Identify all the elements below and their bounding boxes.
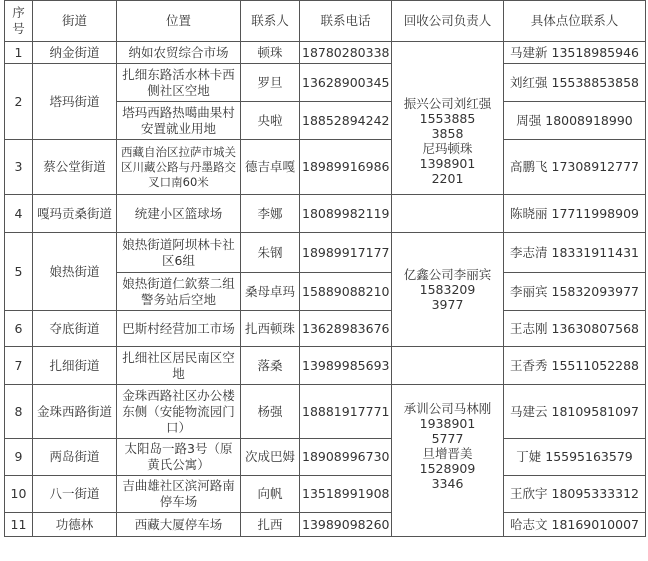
- location-cell: 娘热街道阿坝林卡社区6组: [117, 233, 241, 273]
- company-cell: [392, 233, 504, 347]
- contact-cell: 顿珠: [241, 42, 300, 64]
- contact-cell: 李娜: [241, 195, 300, 233]
- header-point-contact: 具体点位联系人: [504, 1, 646, 42]
- phone-cell: 13518991908: [300, 476, 392, 513]
- table-row: [5, 476, 646, 513]
- row-no: 7: [5, 347, 33, 385]
- point-contact-cell: 哈志文 18169010007: [504, 513, 646, 537]
- street-cell: 娘热街道: [33, 233, 117, 311]
- point-contact-cell: 刘红强 15538853858: [504, 64, 646, 102]
- phone-cell: 18881917771: [300, 385, 392, 439]
- table-row: [5, 513, 646, 537]
- point-contact-cell: 丁婕 15595163579: [504, 439, 646, 476]
- phone-cell: 13989098260: [300, 513, 392, 537]
- phone-cell: 18089982119: [300, 195, 392, 233]
- location-cell: 吉曲雄社区滨河路南停车场: [117, 476, 241, 513]
- street-cell: 纳金街道: [33, 42, 117, 64]
- phone-cell: 13989985693: [300, 347, 392, 385]
- street-cell: 金珠西路街道: [33, 385, 117, 439]
- company-person-phone-b: 2201: [431, 171, 464, 186]
- company-cell: [392, 42, 504, 195]
- row-no: 4: [5, 195, 33, 233]
- header-location: 位置: [117, 1, 241, 42]
- company-phone-b: 3977: [431, 297, 464, 312]
- location-cell: 金珠西路社区办公楼东侧（安能物流园门口）: [117, 385, 241, 439]
- point-contact-cell: 马建云 18109581097: [504, 385, 646, 439]
- table-row: [5, 311, 646, 347]
- contact-cell: 杨强: [241, 385, 300, 439]
- contact-cell: 央啦: [241, 102, 300, 140]
- contact-cell: 扎西顿珠: [241, 311, 300, 347]
- header-phone: 联系电话: [300, 1, 392, 42]
- table-header-row: [5, 1, 646, 42]
- phone-cell: 18908996730: [300, 439, 392, 476]
- row-no: 11: [5, 513, 33, 537]
- contact-cell: 扎西: [241, 513, 300, 537]
- contact-cell: 向帆: [241, 476, 300, 513]
- point-contact-cell: 王欣宇 18095333312: [504, 476, 646, 513]
- location-cell: 西藏自治区拉萨市城关区川藏公路与丹墨路交叉口南60米: [117, 140, 241, 195]
- table-row: [5, 233, 646, 273]
- location-cell: 统建小区篮球场: [117, 195, 241, 233]
- table-row: [5, 42, 646, 64]
- phone-cell: 18852894242: [300, 102, 392, 140]
- point-contact-cell: 周强 18008918990: [504, 102, 646, 140]
- phone-cell: 18989916986: [300, 140, 392, 195]
- company-name: 振兴公司刘红强: [403, 96, 492, 111]
- row-no: 3: [5, 140, 33, 195]
- table-row: [5, 64, 646, 102]
- table-row: [5, 140, 646, 195]
- row-no: 8: [5, 385, 33, 439]
- empty-company-cell: [392, 195, 504, 233]
- company-phone-b: 3858: [431, 126, 464, 141]
- location-cell: 娘热街道仁欽蔡二组警务站后空地: [117, 273, 241, 311]
- header-contact: 联系人: [241, 1, 300, 42]
- row-no: 6: [5, 311, 33, 347]
- point-contact-cell: 高鹏飞 17308912777: [504, 140, 646, 195]
- phone-cell: 13628983676: [300, 311, 392, 347]
- company-person: 旦增晋美: [422, 446, 473, 461]
- point-contact-cell: 王香秀 15511052288: [504, 347, 646, 385]
- location-cell: 扎细社区居民南区空地: [117, 347, 241, 385]
- phone-cell: 15889088210: [300, 273, 392, 311]
- empty-company-cell: [392, 347, 504, 385]
- point-contact-cell: 马建新 13518985946: [504, 42, 646, 64]
- contact-cell: 桑母卓玛: [241, 273, 300, 311]
- row-no: 2: [5, 64, 33, 140]
- header-no: 序号: [5, 1, 33, 42]
- phone-cell: 18989917177: [300, 233, 392, 273]
- phone-cell: 13628900345: [300, 64, 392, 102]
- table-row: [5, 347, 646, 385]
- location-cell: 巴斯村经营加工市场: [117, 311, 241, 347]
- company-name: 承训公司马林刚: [403, 401, 492, 416]
- table-row: [5, 385, 646, 439]
- company-phone-a: 1553885: [419, 111, 476, 126]
- street-cell: 嘎玛贡桑街道: [33, 195, 117, 233]
- row-no: 10: [5, 476, 33, 513]
- contact-cell: 德吉卓嘎: [241, 140, 300, 195]
- table-row: [5, 195, 646, 233]
- location-cell: 太阳岛一路3号（原黄氏公寓）: [117, 439, 241, 476]
- company-person-phone-a: 1398901: [419, 156, 476, 171]
- contact-cell: 次成巴姆: [241, 439, 300, 476]
- company-person-phone-b: 3346: [431, 476, 464, 491]
- company-phone-a: 1938901: [419, 416, 476, 431]
- street-cell: 夺底街道: [33, 311, 117, 347]
- company-phone-b: 5777: [431, 431, 464, 446]
- point-contact-cell: 李丽宾 15832093977: [504, 273, 646, 311]
- point-contact-cell: 李志清 18331911431: [504, 233, 646, 273]
- contact-cell: 朱钢: [241, 233, 300, 273]
- company-person-phone-a: 1528909: [419, 461, 476, 476]
- header-street: 街道: [33, 1, 117, 42]
- street-cell: 功德林: [33, 513, 117, 537]
- contact-cell: 落桑: [241, 347, 300, 385]
- company-person: 尼玛顿珠: [422, 141, 473, 156]
- street-cell: 塔玛街道: [33, 64, 117, 140]
- company-name: 亿鑫公司李丽宾: [403, 267, 492, 282]
- contact-cell: 罗旦: [241, 64, 300, 102]
- street-cell: 八一街道: [33, 476, 117, 513]
- header-company: 回收公司负责人: [392, 1, 504, 42]
- row-no: 5: [5, 233, 33, 311]
- location-cell: 西藏大厦停车场: [117, 513, 241, 537]
- row-no: 9: [5, 439, 33, 476]
- company-cell: [392, 385, 504, 537]
- location-cell: 扎细东路活水林卡西侧社区空地: [117, 64, 241, 102]
- street-cell: 两岛街道: [33, 439, 117, 476]
- recycling-points-table: [4, 0, 646, 537]
- point-contact-cell: 王志刚 13630807568: [504, 311, 646, 347]
- street-cell: 蔡公堂街道: [33, 140, 117, 195]
- row-no: 1: [5, 42, 33, 64]
- point-contact-cell: 陈晓丽 17711998909: [504, 195, 646, 233]
- location-cell: 塔玛西路热噶曲果村安置就业用地: [117, 102, 241, 140]
- location-cell: 纳如农贸综合市场: [117, 42, 241, 64]
- company-phone-a: 1583209: [419, 282, 476, 297]
- table-row: [5, 439, 646, 476]
- phone-cell: 18780280338: [300, 42, 392, 64]
- street-cell: 扎细街道: [33, 347, 117, 385]
